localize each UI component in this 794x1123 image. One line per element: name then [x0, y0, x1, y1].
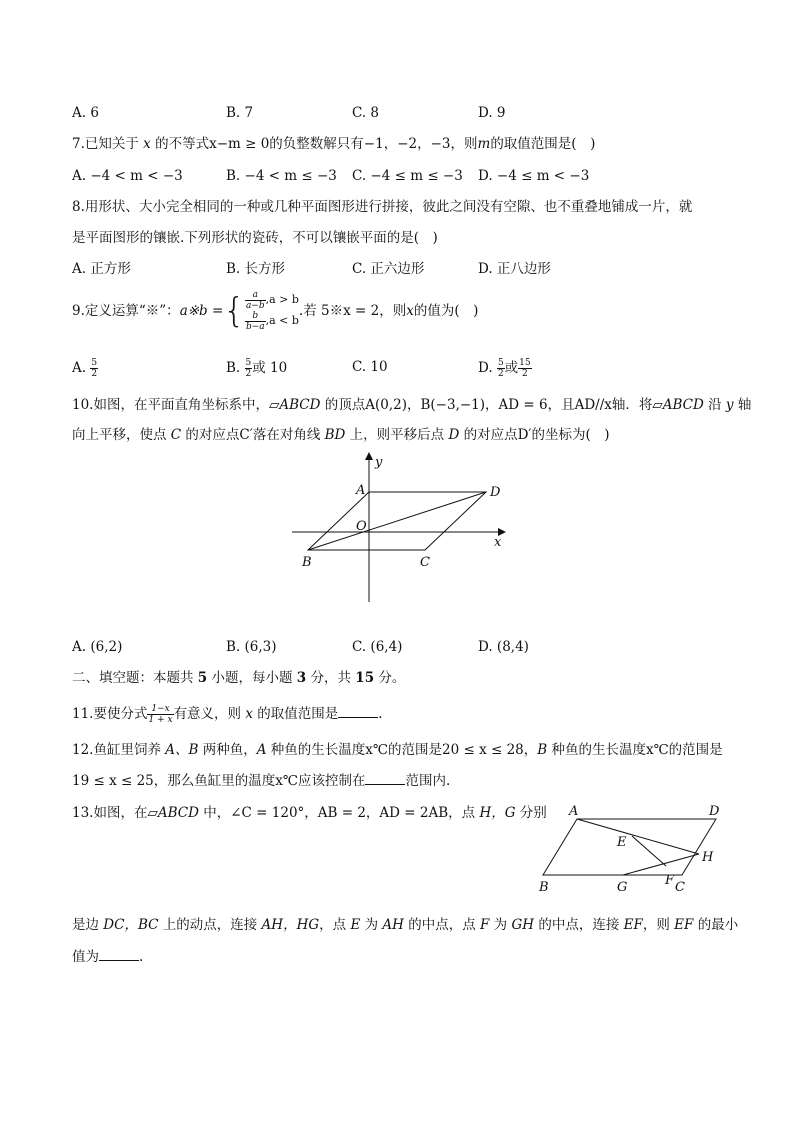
q10-option-d: D. (8,4) [478, 639, 529, 655]
q9-option-b-tail: 或 10 [252, 360, 288, 376]
segment-ah [577, 819, 699, 854]
q7-stem [72, 135, 595, 153]
q9-case2 [245, 311, 299, 332]
q9-option-c: C. 10 [352, 359, 388, 375]
q13-segment-ah: AH [382, 917, 404, 933]
label-a: A [569, 804, 579, 819]
q8-stem-line2: 是平面图形的镶嵌.下列形状的瓷砖，不可以镶嵌平面的是( ) [72, 230, 438, 246]
q13-text: . [139, 949, 144, 965]
q10-text: 向上平移，使点 [72, 427, 171, 443]
q12-text: 19 ≤ x ≤ 25，那么鱼缸里的温度x℃应该控制在 [72, 773, 366, 789]
q9-expression: a※b = [179, 303, 224, 319]
q6-option-a: A. 6 [72, 105, 99, 121]
q10-option-b: B. (6,3) [226, 639, 277, 655]
q11-text: . [378, 706, 383, 722]
label-b: B [539, 880, 549, 892]
q12-stem-line1 [72, 741, 723, 759]
q10-text: 上，则平移后点 [345, 427, 449, 443]
q7-text: 7.已知关于 [72, 136, 144, 152]
frac-num: 5 [245, 358, 252, 368]
q9-text: 9.定义运算“※”： [72, 303, 180, 319]
q10-text: 的顶点A(0,2)，B(−3,−1)，AD = 6，且AD//x轴．将▱ [320, 397, 663, 413]
label-h: H [702, 850, 714, 865]
section-text: 分。 [374, 670, 406, 686]
q13-point-e: E [350, 917, 361, 933]
q10-text: 的对应点C′落在对角线 [181, 427, 325, 443]
label-o: O [356, 519, 367, 534]
q10-stem-line2 [72, 426, 610, 444]
diagonal-bd [308, 492, 486, 550]
q10-text: 10.如图，在平面直角坐标系中，▱ [72, 397, 280, 413]
q10-stem-line1 [72, 396, 751, 414]
q13-text: 上的动点，连接 [158, 917, 262, 933]
q13-text: 是边 [72, 917, 104, 933]
q10-option-c: C. (6,4) [352, 639, 403, 655]
frac-den: 2 [245, 369, 252, 379]
q13-text: ，则 [642, 917, 675, 933]
q12-text: 范围内. [405, 773, 451, 789]
q12-fish-b: B [537, 742, 548, 758]
frac-num: 1−x [147, 704, 173, 715]
q10-abcd: ABCD [662, 397, 704, 413]
y-axis-arrow-icon [365, 452, 373, 460]
q9-text: .若 5※x = 2，则 [298, 303, 407, 319]
q13-text: ，点 [319, 917, 351, 933]
label-b: B [302, 555, 312, 570]
q12-text: 种鱼的生长温度x℃的范围是20 ≤ x ≤ 28， [266, 742, 538, 758]
q7-option-d: D. −4 ≤ m < −3 [478, 168, 590, 184]
q9-option-b [226, 358, 287, 379]
section-heading [72, 669, 405, 687]
q10-text: 轴 [733, 397, 752, 413]
q10-figure [280, 448, 510, 608]
q11-fraction [147, 704, 173, 725]
q13-segment-ef: EF [674, 917, 694, 933]
q13-stem-line3 [72, 948, 143, 966]
section-text: 二、填空题：本题共 [72, 670, 198, 686]
q8-option-a: A. 正方形 [72, 261, 131, 277]
q13-stem-line1 [72, 804, 547, 822]
q9-case2-cond: ,a < b [265, 314, 299, 327]
q13-segment-gh: GH [511, 917, 535, 933]
q9-option-b-label: B. [226, 360, 245, 376]
label-f: F [665, 873, 675, 888]
q11-text: 11.要使分式 [72, 706, 148, 722]
q9-case2-frac [245, 311, 266, 332]
q9-option-d-frac2 [518, 358, 531, 379]
label-e: E [617, 835, 627, 850]
piecewise-brace: { [223, 291, 245, 331]
q9-case1-cond: ,a > b [265, 293, 299, 306]
label-c: C [420, 555, 430, 570]
q10-abcd: ABCD [279, 397, 321, 413]
label-a: A [356, 483, 366, 498]
q12-text: 12.鱼缸里饲养 [72, 742, 166, 758]
q7-text: 的取值范围是( ) [490, 136, 596, 152]
q13-text: 的最小 [693, 917, 739, 933]
q9-option-a [72, 358, 98, 379]
q12-stem-line2 [72, 772, 450, 790]
q13-abcd: ABCD [157, 805, 199, 821]
q10-var-y: y [725, 397, 734, 413]
q10-point-c: C [170, 427, 182, 443]
q12-text: 种鱼的生长温度x℃的范围是 [547, 742, 723, 758]
q11-text: 的取值范围是 [252, 706, 339, 722]
q9-text: 的值为( ) [413, 303, 479, 319]
q9-case1-frac [245, 290, 266, 311]
q10-option-a: A. (6,2) [72, 639, 123, 655]
q10-point-d: D [448, 427, 460, 443]
q7-text: 的不等式x−m ≥ 0的负整数解只有−1，−2，−3，则 [150, 136, 478, 152]
q9-case2-num: b [245, 311, 266, 322]
segment-hg [623, 854, 699, 875]
q12-fish-ab: A、B [165, 742, 199, 758]
q7-option-a: A. −4 < m < −3 [72, 168, 183, 184]
section-text: 小题，每小题 [207, 670, 297, 686]
q13-text: 13.如图，在▱ [72, 805, 158, 821]
frac-den: 2 [91, 369, 98, 379]
q6-option-c: C. 8 [352, 105, 380, 121]
q13-segments: AH，HG [261, 917, 320, 933]
q13-figure [535, 800, 725, 892]
q7-var-x: x [143, 136, 151, 152]
answer-blank[interactable] [365, 772, 405, 785]
q13-text: 为 [489, 917, 512, 933]
q11-stem [72, 702, 383, 726]
q8-option-c: C. 正六边形 [352, 261, 425, 277]
q13-text: 中，∠C = 120°，AB = 2，AD = 2AB，点 [198, 805, 480, 821]
q11-text: 有意义，则 [173, 706, 246, 722]
q8-option-d: D. 正八边形 [478, 261, 551, 277]
q6-option-b: B. 7 [226, 105, 254, 121]
label-d: D [490, 485, 501, 500]
q13-point-f: F [480, 917, 490, 933]
section-count: 5 [197, 670, 208, 686]
q7-option-b: B. −4 < m ≤ −3 [226, 168, 337, 184]
q13-text: 的中点，点 [403, 917, 481, 933]
q9-option-a-frac [90, 358, 98, 379]
q9-option-d-frac1 [497, 358, 505, 379]
label-y: y [375, 455, 383, 470]
q12-fish-a: A [256, 742, 267, 758]
frac-num: 5 [91, 358, 98, 368]
q9-case2-den: b−a [245, 322, 265, 332]
frac-num: 15 [519, 358, 531, 368]
q7-option-c: C. −4 ≤ m ≤ −3 [352, 168, 463, 184]
answer-blank[interactable] [99, 948, 139, 961]
q12-text: 两种鱼， [198, 742, 257, 758]
q8-option-b: B. 长方形 [226, 261, 286, 277]
q9-option-d-label: D. [478, 360, 497, 376]
q13-segment-ef: EF [623, 917, 643, 933]
label-d: D [709, 804, 720, 819]
section-text: 分，共 [306, 670, 356, 686]
frac-den: 2 [522, 369, 528, 379]
q13-text: 分别 [515, 805, 547, 821]
segment-ef [632, 836, 666, 866]
q9-case1-den: a−b [245, 301, 265, 311]
section-points: 3 [296, 670, 307, 686]
q13-text: 的中点，连接 [534, 917, 624, 933]
section-total: 15 [355, 670, 375, 686]
frac-den: 2 [497, 369, 504, 379]
q6-option-d: D. 9 [478, 105, 506, 121]
q9-stem [72, 290, 478, 332]
q13-stem-line2 [72, 916, 738, 934]
q9-option-d [478, 358, 532, 379]
q9-option-d-mid: 或 [504, 360, 519, 376]
q11-var-x: x [245, 706, 253, 722]
q9-var-x: x [406, 303, 414, 319]
q13-sides: DC，BC [103, 917, 159, 933]
q13-points-hg: H，G [479, 805, 516, 821]
q7-var-m: m [477, 136, 491, 152]
q10-text: 沿 [703, 397, 726, 413]
q9-case1 [245, 290, 299, 311]
label-g: G [617, 880, 628, 892]
frac-num: 5 [497, 358, 504, 368]
label-c: C [675, 880, 685, 892]
parallelogram-abcd [543, 819, 716, 875]
q10-text: 的对应点D′的坐标为( ) [459, 427, 610, 443]
q13-text: 值为 [72, 949, 99, 965]
frac-den: 1 + x [148, 715, 173, 725]
answer-blank[interactable] [338, 705, 378, 718]
q13-text: 为 [360, 917, 383, 933]
q9-option-a-label: A. [72, 360, 91, 376]
q9-case1-num: a [245, 290, 266, 301]
q9-piecewise [245, 290, 299, 332]
q10-diagonal-bd: BD [324, 427, 346, 443]
q8-stem-line1: 8.用形状、大小完全相同的一种或几种平面图形进行拼接，彼此之间没有空隙、也不重叠地铺成一片，就 [72, 199, 693, 215]
label-x: x [494, 535, 502, 550]
